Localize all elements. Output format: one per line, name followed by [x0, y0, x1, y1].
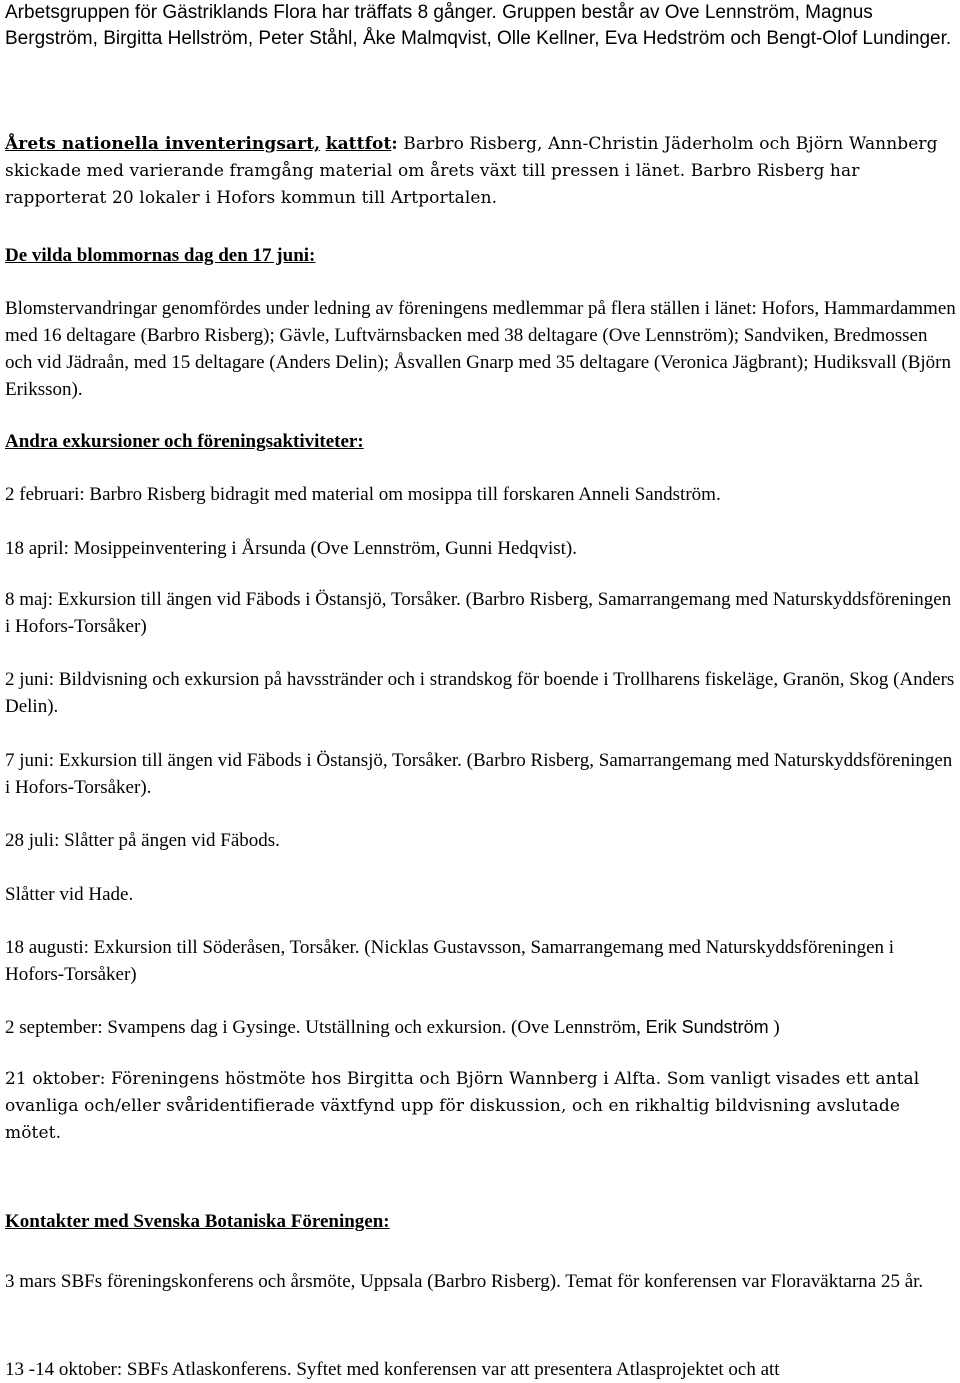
activity-item: 2 juni: Bildvisning och exkursion på havsstränder och i strandskog för boende i Trollharens fiskeläge, Granön, Skog (Anders Delin).: [5, 669, 955, 717]
vilda-paragraph: Blomstervandringar genomfördes under ledning av föreningens medlemmar på flera ställen i länet: Hofors, Hammardammen med 16 deltagare (Barbro Risberg); Gävle, Luftvärnsbacken med 38 deltagare (Ove Lennström); Sandviken, Bredmossen och vid Jädraån, med 15 deltagare (Anders Delin); Åsvallen Gnarp med 35 deltagare (Veronica Jägbrant); Hudiksvall (Björn Eriksson).: [5, 298, 956, 400]
activity-item-september: [5, 1014, 957, 1041]
activity-item: 8 maj: Exkursion till ängen vid Fäbods i Östansjö, Torsåker. (Barbro Risberg, Samarrangemang med Naturskyddsföreningen i Hofors-Torsåker): [5, 589, 952, 637]
intro-paragraph: Arbetsgruppen för Gästriklands Flora har träffats 8 gånger. Gruppen består av Ove Lennström, Magnus Bergström, Birgitta Hellström, Peter Ståhl, Åke Malmqvist, Olle Kellner, Eva Hedström och Bengt-Olof Lundinger.: [5, 2, 952, 49]
kattfot-colon: :: [391, 134, 398, 154]
activity-item: 18 april: Mosippeinventering i Årsunda (Ove Lennström, Gunni Hedqvist).: [5, 538, 578, 559]
kattfot-lead: Årets nationella inventeringsart,: [5, 134, 321, 154]
activity-item: 28 juli: Slåtter på ängen vid Fäbods.: [5, 830, 280, 851]
september-end: ): [768, 1017, 780, 1038]
kattfot-text: Barbro Risberg, Ann-Christin Jäderholm och Björn Wannberg skickade med varierande framgång material om årets växt till pressen i länet. Barbro Risberg har rapporterat 20 lokaler i Hofors kommun till Artportalen.: [5, 134, 938, 208]
kattfot-species: kattfot: [325, 134, 392, 154]
sbf-oktober: 13 -14 oktober: SBFs Atlaskonferens. Syftet med konferensen var att presentera Atlasprojektet och att: [5, 1359, 780, 1380]
vilda-heading: De vilda blommornas dag den 17 juni:: [5, 245, 316, 266]
activity-item-oktober: 21 oktober: Föreningens höstmöte hos Birgitta och Björn Wannberg i Alfta. Som vanligt visades ett antal ovanliga och/eller svåridentifierade växtfynd upp för diskussion, och en rikhaltig bildvisning avslutade mötet.: [5, 1069, 920, 1143]
sbf-mars: 3 mars SBFs föreningskonferens och årsmöte, Uppsala (Barbro Risberg). Temat för konferensen var Floraväktarna 25 år.: [5, 1271, 924, 1292]
september-name: Erik Sundström: [645, 1017, 769, 1037]
activity-item: 2 februari: Barbro Risberg bidragit med material om mosippa till forskaren Anneli Sandström.: [5, 484, 721, 505]
activity-item: Slåtter vid Hade.: [5, 884, 134, 905]
andra-heading: Andra exkursioner och föreningsaktiviteter:: [5, 431, 364, 452]
activity-item: 7 juni: Exkursion till ängen vid Fäbods i Östansjö, Torsåker. (Barbro Risberg, Samarrangemang med Naturskyddsföreningen i Hofors-Torsåker).: [5, 750, 953, 798]
september-text: 2 september: Svampens dag i Gysinge. Utställning och exkursion. (Ove Lennström,: [5, 1017, 646, 1038]
activity-item: 18 augusti: Exkursion till Söderåsen, Torsåker. (Nicklas Gustavsson, Samarrangemang med Naturskyddsföreningen i Hofors-Torsåker): [5, 937, 895, 985]
sbf-heading: Kontakter med Svenska Botaniska Föreningen:: [5, 1211, 390, 1232]
kattfot-paragraph: [5, 131, 957, 212]
